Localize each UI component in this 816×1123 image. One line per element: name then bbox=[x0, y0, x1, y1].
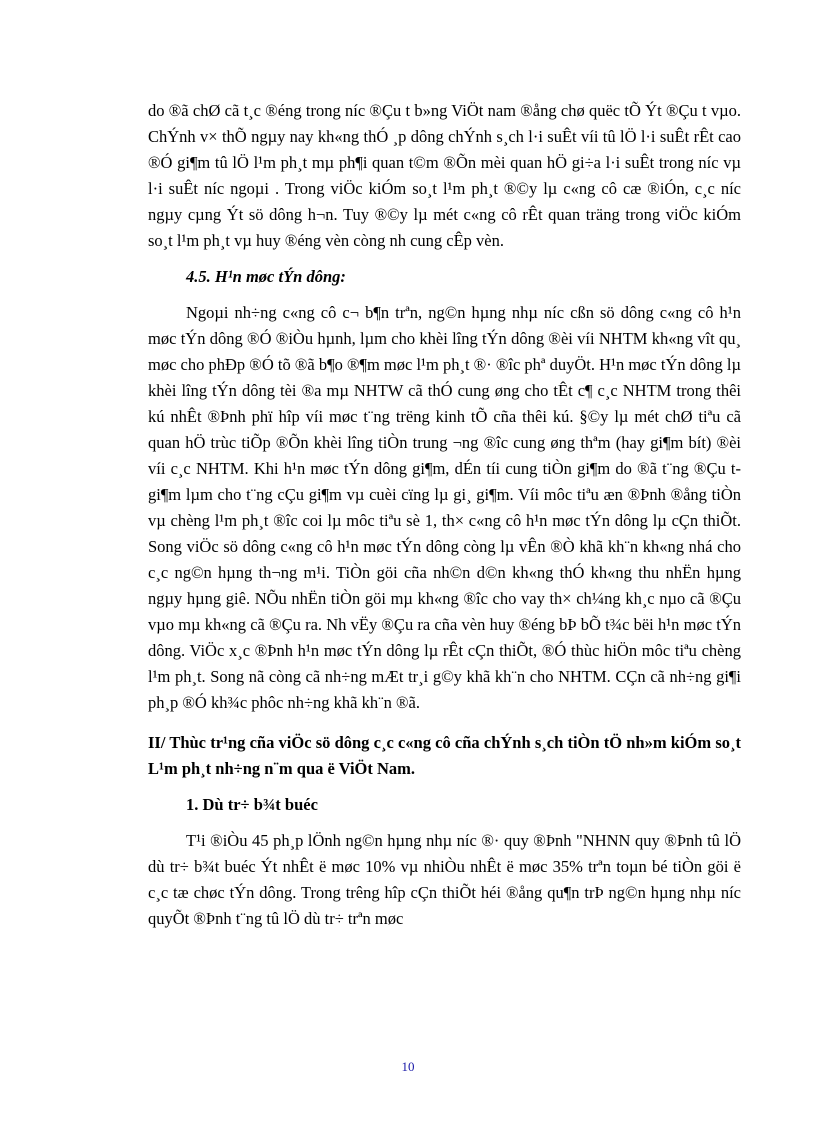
page-number: 10 bbox=[401, 1059, 415, 1074]
document-page bbox=[148, 98, 741, 932]
section-heading-1: 1. Dù tr÷ b¾t buéc bbox=[186, 795, 318, 814]
paragraph-credit-limit: Ngoµi nh÷ng c«ng cô c¬ b¶n trªn, ng©n hµng nhµ níc cßn sö dông c«ng cô h¹n møc tÝn dông ®Ó ®iÒu hµnh, lµm cho khèi lîng tÝn dông ®èi víi NHTM kh«ng vît qu¸ møc cho phÐp ®Ó tõ ®ã b¶o ®¶m møc l¹m ph¸t ®· ®îc phª duyÖt. H¹n møc tÝn dông lµ khèi lîng tÝn dông tèi ®a mµ NHTW cã thÓ cung øng cho tÊt c¶ c¸c NHTM trong thêi kú nhÊt ®Þnh phï hîp víi møc t¨ng trëng kinh tÕ cña thêi kú. §©y lµ mét chØ tiªu cã quan hÖ trùc tiÕp ®Õn khèi lîng tiÒn trung ¬ng ®îc cung øng thªm (hay gi¶m bít) ®èi víi c¸c NHTM. Khi h¹n møc tÝn dông gi¶m, dÉn tíi cung tiÒn gi¶m do ®ã t¨ng ®Çu t gi¶m lµm cho t¨ng cÇu gi¶m vµ cuèi cïng lµ gi¸ gi¶m. Víi môc tiªu æn ®Þnh ®ång tiÒn vµ chèng l¹m ph¸t ®îc coi lµ môc tiªu sè 1, th× c«ng cô h¹n møc tÝn dông lµ cÇn thiÕt. Song viÖc sö dông c«ng cô h¹n møc tÝn dông còng lµ vÊn ®Ò khã kh¨n kh«ng nhá cho c¸c ng©n hµng th¬ng m¹i. TiÒn göi cña nh©n d©n kh«ng thÓ kh«ng thu nhËn hµng ngµy hµng giê. NÕu nhËn tiÒn göi mµ kh«ng ®îc cho vay th× ch¼ng kh¸c nµo cã ®Çu vµo mµ kh«ng cã ®Çu ra. Nh vËy ®Çu ra cña vèn huy ®éng bÞ bÕ t¾c bëi h¹n møc tÝn dông. ViÖc x¸c ®Þnh h¹n møc tÝn dông lµ rÊt cÇn thiÕt, ®Ó thùc hiÖn môc tiªu chèng l¹m ph¸t. Song nã còng cã nh÷ng mÆt tr¸i g©y khã kh¨n cho NHTM. CÇn cã nh÷ng gi¶i ph¸p ®Ó kh¾c phôc nh÷ng khã kh¨n ®ã. bbox=[148, 303, 741, 712]
paragraph-intro: do ®ã chØ cã t¸c ®éng trong níc ®Çu t b»ng ViÖt nam ®ång chø quëc tÕ Ýt ®Çu t vµo. ChÝnh v× thÕ ngµy nay kh«ng thÓ ¸p dông chÝnh s¸ch l·i suÊt víi tû lÖ l·i suÊt rÊt cao ®Ó gi¶m tû lÖ l¹m ph¸t mµ ph¶i quan t©m ®Õn mèi quan hÖ gi÷a l·i suÊt trong níc vµ l·i suÊt níc ngoµi . Trong viÖc kiÓm so¸t l¹m ph¸t ®©y lµ c«ng cô cæ ®iÓn, c¸c níc ngµy cµng Ýt sö dông h¬n. Tuy ®©y lµ mét c«ng cô rÊt quan träng trong viÖc kiÓm so¸t l¹m ph¸t vµ huy ®éng vèn còng nh cung cÊp vèn. bbox=[148, 101, 741, 250]
paragraph-reserve: T¹i ®iÒu 45 ph¸p lÖnh ng©n hµng nhµ níc ®· quy ®Þnh "NHNN quy ®Þnh tû lÖ dù tr÷ b¾t buéc Ýt nhÊt ë møc 10% vµ nhiÒu nhÊt ë møc 35% trªn toµn bé tiÒn göi ë c¸c tæ chøc tÝn dông. Trong trêng hîp cÇn thiÕt héi ®ång qu¶n trÞ ng©n hµng nhµ níc quyÕt ®Þnh t¨ng tû lÖ dù tr÷ trªn møc bbox=[148, 831, 741, 928]
section-heading-4-5: 4.5. H¹n møc tÝn dông: bbox=[186, 267, 346, 286]
section-heading-II: II/ Thùc tr¹ng cña viÖc sö dông c¸c c«ng cô cña chÝnh s¸ch tiÒn tÖ nh»m kiÓm so¸t L¹m ph¸t nh÷ng n¨m qua ë ViÖt Nam. bbox=[148, 733, 741, 778]
